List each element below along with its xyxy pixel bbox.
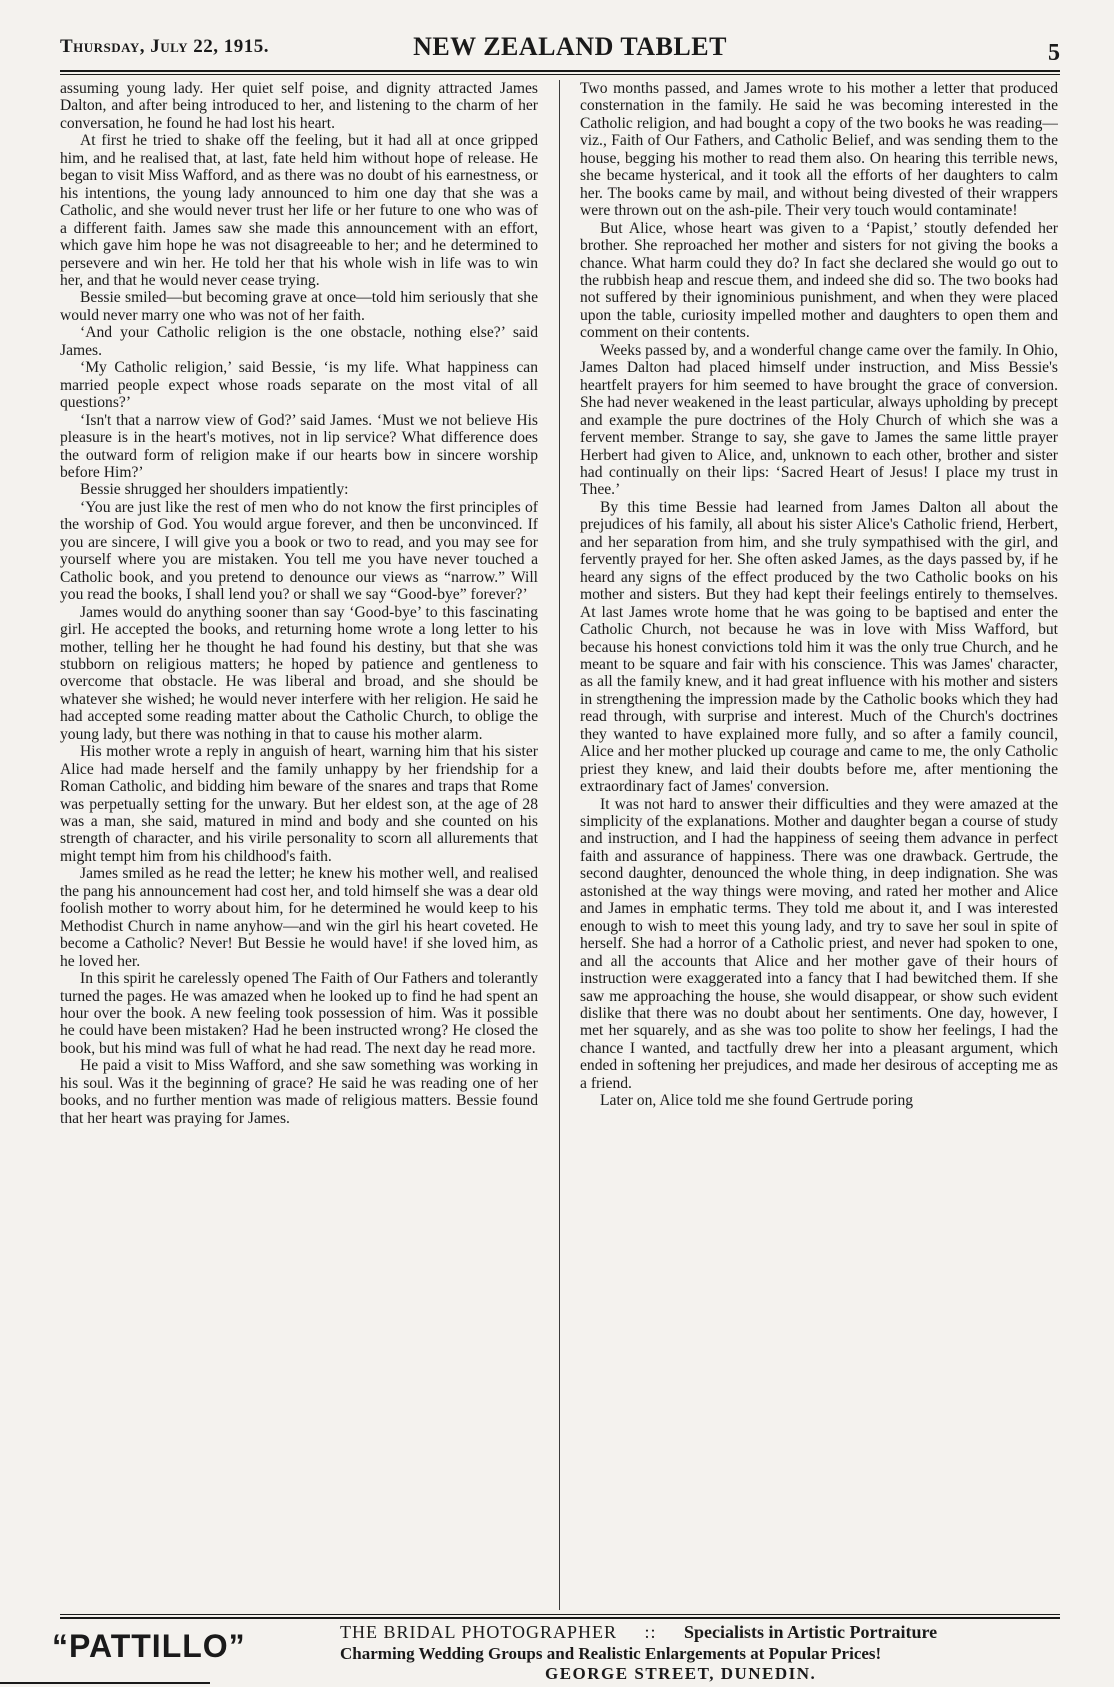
paragraph: In this spirit he carelessly opened The Faith of Our Fathers and tolerantly turned the pages. He was amazed when he looked up to find he had spent an hour over the book. A new feeling took possession of him. Was it possible he could have been mistaken? Had he been instructed wrong? He closed the book, but his mind was full of what he had read. The next day he read more. <box>60 970 538 1057</box>
paragraph: ‘My Catholic religion,’ said Bessie, ‘is my life. What happiness can married people expect whose roads separate on the most vital of all questions?’ <box>60 359 538 412</box>
ad-separator: :: <box>644 1622 657 1642</box>
page-header <box>60 26 1060 70</box>
paragraph: ‘You are just like the rest of men who do not know the first principles of the worship of God. You would argue forever, and then be unconvinced. If you are sincere, I will give you a book or two to read, and you may see for yourself where you are mistaken. You tell me you have never touched a Catholic book, and you pretend to denounce our views as “narrow.” Will you read the books, I shall lend you? or shall we say “Good-bye” forever?’ <box>60 498 538 604</box>
paragraph: He paid a visit to Miss Wafford, and she saw something was working in his soul. Was it the beginning of grace? He said he was reading one of her books, and no further mention was made of religious matters. Bessie found that her heart was praying for James. <box>60 1057 538 1127</box>
right-column <box>580 80 1058 1610</box>
ad-photographer-text: THE BRIDAL PHOTOGRAPHER <box>340 1622 618 1642</box>
paragraph: Weeks passed by, and a wonderful change came over the family. In Ohio, James Dalton had placed himself under instruction, and Miss Bessie's heartfelt prayers for him seemed to have brought the grace of conversion. She had never weakened in the least particular, always upholding by precept and example the pure doctrines of the Holy Church of which she was a fervent member. Strange to say, she gave to James the same little prayer Herbert had given to Alice, and, unknown to each other, brother and sister had continually on their lips: ‘Sacred Heart of Jesus! I place my trust in Thee.’ <box>580 341 1058 499</box>
paragraph: James smiled as he read the letter; he knew his mother well, and realised the pang his announcement had cost her, and told himself she was a dear old foolish mother to worry about him, for he determined he would keep to his Methodist Church in name anyhow—and win the girl his heart coveted. He become a Catholic? Never! But Bessie he would have! if she loved him, as he loved her. <box>60 865 538 970</box>
paragraph: By this time Bessie had learned from James Dalton all about the prejudices of his family, all about his sister Alice's Catholic friend, Herbert, and her separation from him, and she truly sympathised with the girl, and fervently prayed for her. She often asked James, as the days passed by, if he heard any signs of the effect produced by the two Catholic books on his mother and sisters. But they had kept their feelings entirely to themselves. At last James wrote home that he was going to be baptised and enter the Catholic Church, not because he was in love with Miss Wafford, but because his honest convictions told him it was the only true Church, and he meant to be square and fair with his conscience. This was James' character, as all the family knew, and it had great influence with his mother and sisters in strengthening the impression made by the Catholic books which they had read through, with surprise and interest. Much of the Church's doctrines they wanted to have explained more fully, and so after a family council, Alice and her mother plucked up courage and came to me, the only Catholic priest they knew, and laid their doubts before me, after mentioning the extraordinary fact of James' conversion. <box>580 498 1058 796</box>
paragraph: His mother wrote a reply in anguish of heart, warning him that his sister Alice had made herself and the family unhappy by her friendship for a Roman Catholic, and bidding him beware of the snares and traps that Rome was perpetually setting for the unwary. But her eldest son, at the age of 28 was a man, she said, matured in mind and body and she counted on his strength of character, and his virile personality to scorn all allurements that might tempt him from his childhood's faith. <box>60 743 538 865</box>
ad-tagline: Charming Wedding Groups and Realistic Enlargements at Popular Prices! <box>340 1644 882 1663</box>
page-number: 5 <box>1048 40 1060 66</box>
newspaper-title: NEW ZEALAND TABLET <box>413 32 727 61</box>
left-column <box>60 80 538 1610</box>
ad-headline <box>340 1622 1080 1643</box>
advertisement <box>40 1622 1070 1682</box>
column-divider <box>559 80 560 1610</box>
ad-brand-name: “PATTILLO” <box>52 1628 246 1664</box>
paragraph: It was not hard to answer their difficulties and they were amazed at the simplicity of the explanations. Mother and daughter began a course of study and instruction, and I had the happiness of seeing them advance in perfect faith and assurance of happiness. There was one drawback. Gertrude, the second daughter, denounced the whole thing, in deep indignation. She was astonished at the way things were moving, and rated her mother and Alice and James in emphatic terms. They told me about it, and I was interested enough to wish to meet this young lady, and try to save her soul in spite of herself. She had a horror of a Catholic priest, and never had spoken to one, and all the accounts that Alice and her mother gave of their hours of instruction were exaggerated into a fancy that I had bewitched them. If she saw me approaching the house, she would disappear, or show such evident dislike that there was no doubt about her sentiments. One day, however, I met her squarely, and as she was too polite to show her feelings, I had the chance I wanted, and tactfully drew her into a pleasant argument, which ended in softening her prejudices, and made her desirous of accepting me as a friend. <box>580 795 1058 1092</box>
paragraph: ‘And your Catholic religion is the one obstacle, nothing else?’ said James. <box>60 324 538 359</box>
ad-specialists-text: Specialists in Artistic Portraiture <box>684 1622 938 1642</box>
header-rule <box>60 70 1060 72</box>
paragraph: Later on, Alice told me she found Gertrude poring <box>600 1092 914 1110</box>
paragraph: At first he tried to shake off the feeling, but it had all at once gripped him, and he realised that, at last, fate held him without hope of release. He began to visit Miss Wafford, and as there was no doubt of his earnestness, or his intentions, the young lady announced to him one day that she was a Catholic, and she would never trust her life or her future to one who was of a different faith. James saw she made this announcement with an effort, which gave him hope he was not disagreeable to her; and he determined to persevere and win her. He told her that his whole wish in life was to win her, and that he would never cease trying. <box>60 132 538 289</box>
paragraph: But Alice, whose heart was given to a ‘Papist,’ stoutly defended her brother. She reproached her mother and sisters for not giving the books a chance. What harm could they do? In fact she declared she would go out to the rubbish heap and rescue them, and indeed she did so. The two books had not suffered by their ignominious punishment, and when they were placed upon the table, curiosity impelled mother and daughters to open them and comment on their contents. <box>580 219 1058 342</box>
paragraph: assuming young lady. Her quiet self poise, and dignity attracted James Dalton, and after being introduced to her, and listening to the charm of her conversation, he found he had lost his heart. <box>60 80 538 132</box>
footer-rule <box>60 1617 1060 1619</box>
paragraph: Bessie shrugged her shoulders impatiently: <box>80 481 349 499</box>
ad-underline <box>0 1682 210 1684</box>
header-rule-thin <box>60 74 1060 75</box>
issue-date: Thursday, July 22, 1915. <box>60 36 270 57</box>
paragraph: ‘Isn't that a narrow view of God?’ said James. ‘Must we not believe His pleasure is in the heart's motives, not in lip service? What difference does the outward form of religion make if our hearts bow in sincere worship before Him?’ <box>60 411 538 481</box>
paragraph: Bessie smiled—but becoming grave at once—told him seriously that she would never marry one who was not of her faith. <box>60 289 538 324</box>
ad-address: GEORGE STREET, DUNEDIN. <box>545 1664 817 1683</box>
paragraph: James would do anything sooner than say ‘Good-bye’ to this fascinating girl. He accepted the books, and returning home wrote a long letter to his mother, telling her he thought he had found his destiny, but that she was stubborn on religious matters; he hoped by patience and gentleness to overcome that obstacle. He was liberal and broad, and she should be whatever she wished; he would never interfere with her religion. He said he had accepted some reading matter about the Catholic Church, to oblige the young lady, but there was nothing in that to cause his mother alarm. <box>60 603 538 743</box>
paragraph: Two months passed, and James wrote to his mother a letter that produced consternation in the family. He said he was becoming interested in the Catholic religion, and had bought a copy of the two books he was reading—viz., Faith of Our Fathers, and Catholic Belief, and was sending them to the house, begging his mother to read them also. On hearing this terrible news, she became hysterical, and it took all the efforts of her daughters to calm her. The books came by mail, and without being divested of their wrappers were thrown out on the ash-pile. Their very touch would contaminate! <box>580 80 1058 220</box>
footer-rule-thin <box>60 1614 1060 1615</box>
